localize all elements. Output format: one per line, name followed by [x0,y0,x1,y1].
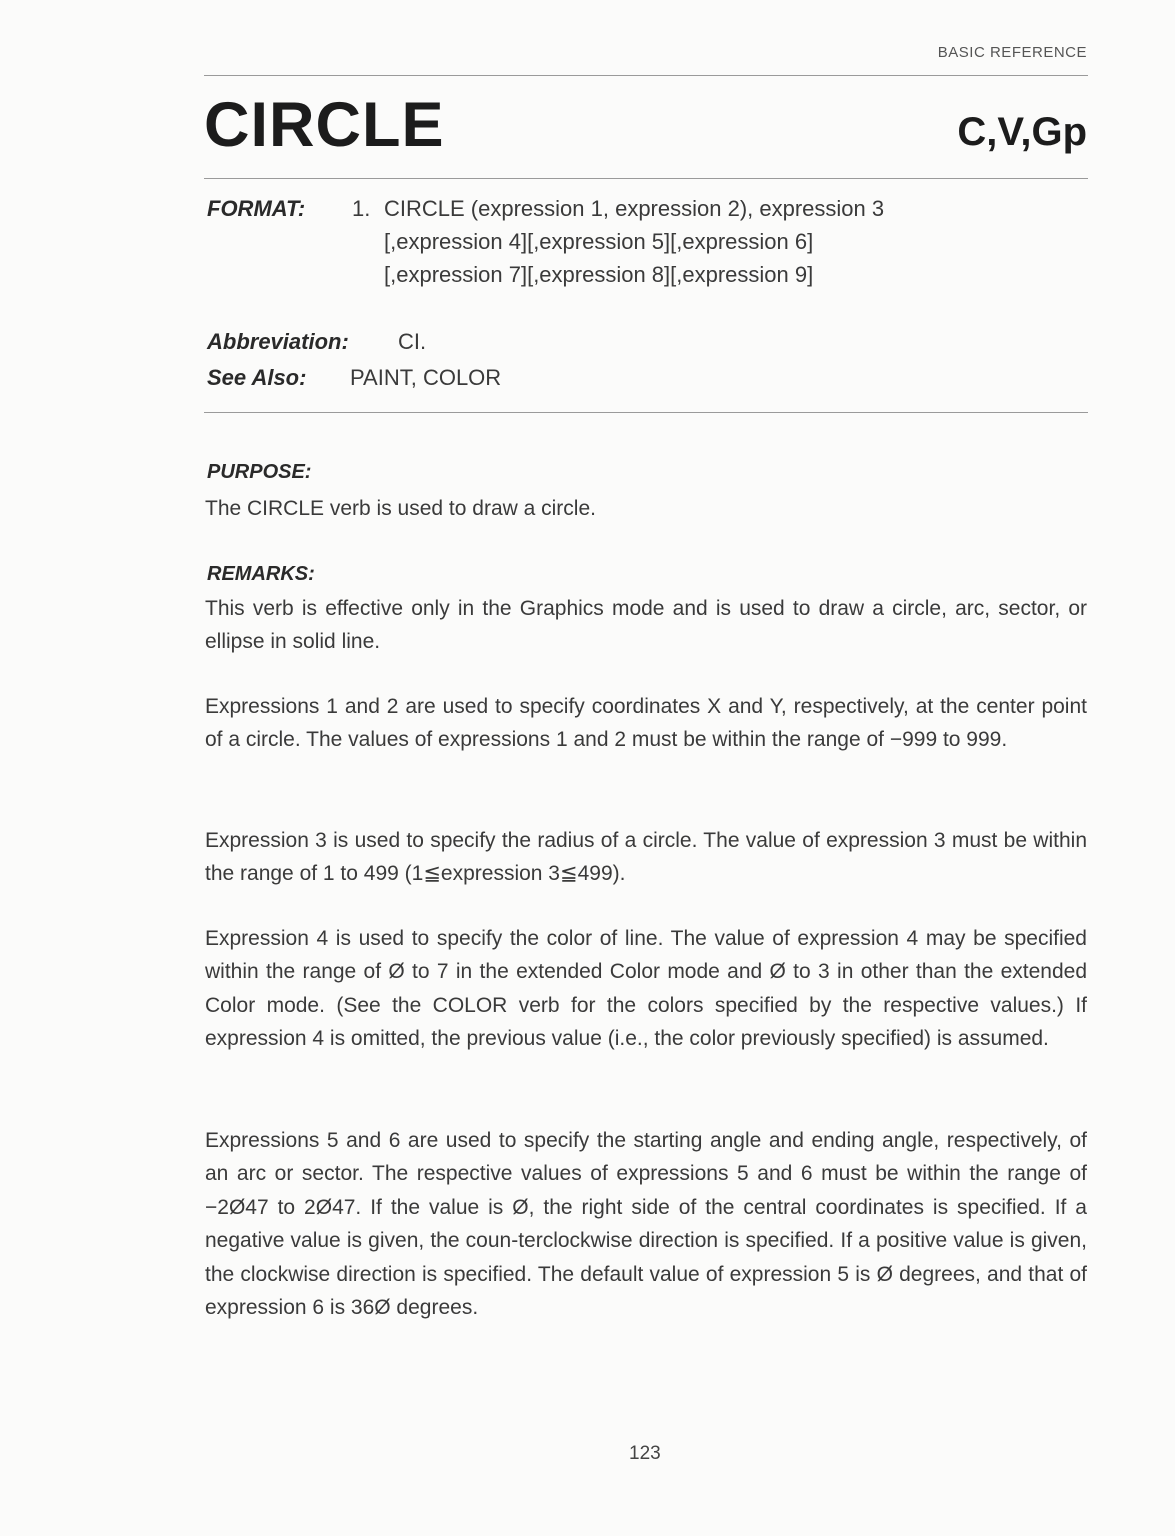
mode-codes: C,V,Gp [957,110,1087,154]
purpose-text: The CIRCLE verb is used to draw a circle. [205,497,596,520]
remarks-paragraph: This verb is effective only in the Graphics mode and is used to draw a circle, arc, sector, or ellipse in solid line. [205,597,1087,654]
remarks-heading: REMARKS: [207,563,315,585]
running-head: BASIC REFERENCE [937,44,1087,61]
purpose-heading: PURPOSE: [207,461,312,483]
see-also-label: See Also: [207,365,307,390]
format-label: FORMAT: [207,196,306,221]
top-rule [204,75,1088,76]
remarks-paragraph: Expressions 1 and 2 are used to specify coordinates X and Y, respectively, at the center point of a circle. The values of expressions 1 and 2 must be within the range of −999 to 999. [205,695,1087,752]
page-title: CIRCLE [204,90,445,160]
abbreviation-value: CI. [398,329,427,354]
format-line: [,expression 7][,expression 8][,expression 9] [384,262,814,287]
format-number: 1. [352,196,371,221]
title-rule [204,178,1088,179]
remarks-paragraph: Expression 4 is used to specify the color of line. The value of expression 4 may be specified within the range of Ø to 7 in the extended Color mode and Ø to 3 in other than the extended Color mode. (See the COLOR verb for the colors specified by the respective values.) If expression 4 is omitted, the previous value (i.e., the color previously specified) is assumed. [205,927,1087,1051]
see-also-value: PAINT, COLOR [350,365,502,390]
remarks-paragraph: Expression 3 is used to specify the radius of a circle. The value of expression 3 must be within the range of 1 to 499 (1≦expression 3≦499). [205,829,1087,886]
page-number: 123 [629,1443,661,1464]
format-line: [,expression 4][,expression 5][,expression 6] [384,229,814,254]
abbreviation-label: Abbreviation: [207,329,349,354]
section-rule [204,412,1088,413]
format-line: CIRCLE (expression 1, expression 2), expression 3 [384,196,885,221]
remarks-paragraph: Expressions 5 and 6 are used to specify the starting angle and ending angle, respectively, of an arc or sector. The respective values of expressions 5 and 6 must be within the range of −2Ø47 to 2Ø47. If the value is Ø, the right side of the central coordinates is specified. If a negative value is given, the coun-terclockwise direction is specified. If a positive value is given, the clockwise direction is specified. The default value of expression 5 is Ø degrees, and that of expression 6 is 36Ø degrees. [205,1129,1087,1320]
